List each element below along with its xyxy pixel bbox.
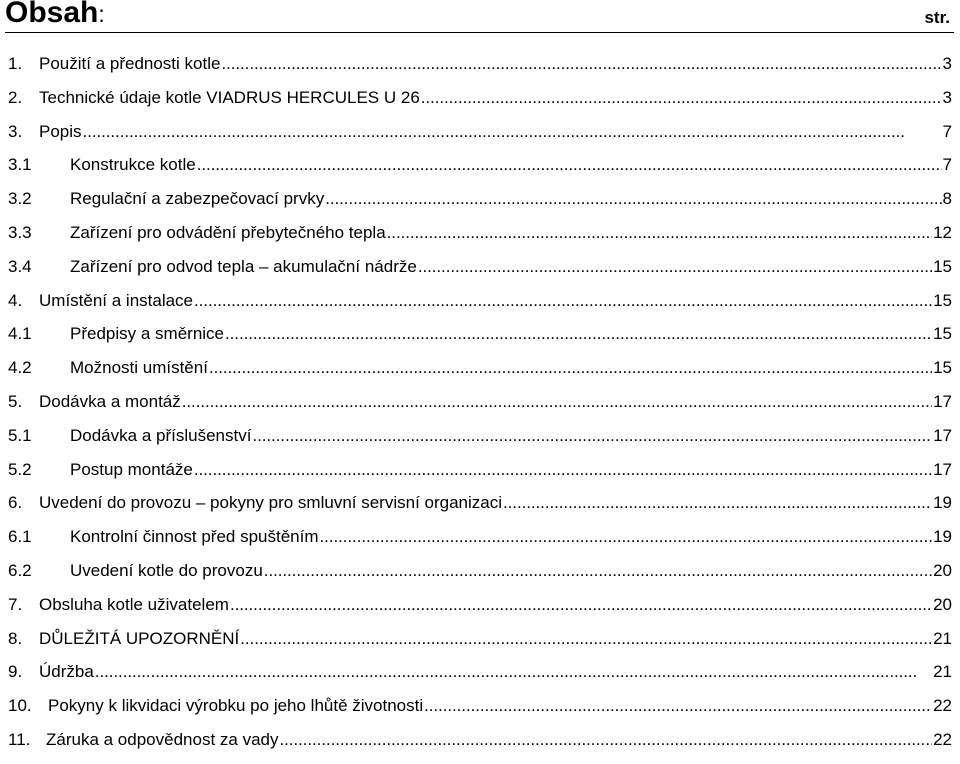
dot-leader [194,460,932,480]
toc-entry[interactable] [0,595,960,629]
dot-leader [230,595,932,615]
dot-leader [421,88,942,108]
toc-entry[interactable] [0,155,960,189]
toc-entry-page: 22 [933,729,952,749]
toc-entry-title: Uvedení do provozu – pokyny pro smluvní servisní organizaci [39,493,503,513]
dot-leader [209,358,932,378]
toc-entry[interactable] [0,291,960,325]
toc-entry-page: 17 [933,425,952,445]
toc-entry-page: 15 [933,290,952,310]
toc-entry-title: Zařízení pro odvádění přebytečného tepla [70,222,386,242]
toc-entry[interactable] [0,662,960,696]
toc-entry-title: Záruka a odpovědnost za vady [46,729,279,749]
toc-entry-title: Kontrolní činnost před spuštěním [70,527,319,547]
toc-entry[interactable] [0,629,960,663]
toc-entry-page: 3 [942,54,952,73]
toc-entry-page: 20 [933,560,952,580]
toc-entry[interactable] [0,730,960,764]
toc-entry-page: 15 [933,358,952,378]
table-of-contents [0,54,960,764]
toc-entry-number: 5.2 [8,459,32,479]
toc-entry-title: Regulační a zabezpečovací prvky [70,189,325,209]
dot-leader [197,155,942,175]
toc-entry-number: 5. [8,391,23,411]
toc-entry-title: Konstrukce kotle [70,155,196,175]
toc-entry-title: Popis [39,121,82,141]
toc-entry-number: 1. [8,54,23,73]
toc-entry-number: 7. [8,594,23,614]
toc-entry-title: Dodávka a příslušenství [70,425,252,445]
toc-entry-page: 17 [933,459,952,479]
toc-entry-title: Uvedení kotle do provozu [70,560,263,580]
dot-leader [279,730,932,750]
toc-entry-title: Umístění a instalace [39,290,194,310]
toc-entry[interactable] [0,527,960,561]
dot-leader [95,662,932,682]
page-column-label: str. [924,8,950,27]
dot-leader [320,527,933,547]
toc-entry-title: Technické údaje kotle VIADRUS HERCULES U 26 [39,87,420,107]
page-title: Obsah: [5,0,105,29]
toc-entry-number: 3. [8,121,23,141]
toc-entry-number: 3.1 [8,155,32,175]
toc-entry-page: 15 [933,324,952,344]
toc-entry[interactable] [0,223,960,257]
toc-header [5,0,954,33]
toc-entry-page: 7 [942,121,952,141]
dot-leader [240,629,932,649]
toc-entry-page: 21 [933,628,952,648]
toc-entry-number: 10. [8,696,32,716]
toc-entry-number: 2. [8,87,23,107]
dot-leader [264,561,932,581]
dot-leader [221,54,941,74]
toc-entry[interactable] [0,257,960,291]
toc-entry-number: 6. [8,493,23,513]
toc-entry-number: 8. [8,628,23,648]
toc-entry[interactable] [0,88,960,122]
toc-entry-number: 5.1 [8,425,32,445]
toc-entry-page: 19 [933,493,952,513]
toc-entry-title: Možnosti umístění [70,358,208,378]
toc-entry-page: 8 [942,189,952,209]
toc-entry-page: 20 [933,594,952,614]
dot-leader [503,493,932,513]
toc-entry-page: 7 [942,155,952,175]
toc-entry-number: 9. [8,662,23,682]
toc-entry-title: Použití a přednosti kotle [39,54,221,73]
dot-leader [252,426,932,446]
toc-entry-number: 4.1 [8,324,32,344]
toc-entry[interactable] [0,324,960,358]
toc-entry-number: 3.3 [8,222,32,242]
toc-entry-number: 4. [8,290,23,310]
toc-entry[interactable] [0,122,960,156]
toc-entry-page: 22 [933,696,952,716]
toc-entry[interactable] [0,460,960,494]
toc-entry-number: 11. [8,729,31,749]
toc-entry[interactable] [0,561,960,595]
dot-leader [83,122,942,142]
dot-leader [325,189,941,209]
toc-entry-title: Pokyny k likvidaci výrobku po jeho lhůtě životnosti [48,696,424,716]
dot-leader [225,324,932,344]
dot-leader [424,696,932,716]
toc-entry-title: Údržba [39,662,94,682]
toc-entry-title: DŮLEŽITÁ UPOZORNĚNÍ [39,628,240,648]
toc-entry[interactable] [0,426,960,460]
dot-leader [387,223,932,243]
toc-entry[interactable] [0,189,960,223]
dot-leader [418,257,932,277]
toc-entry-page: 19 [933,527,952,547]
toc-entry-page: 12 [933,222,952,242]
dot-leader [194,291,932,311]
toc-entry[interactable] [0,392,960,426]
toc-entry-title: Předpisy a směrnice [70,324,225,344]
toc-entry-number: 3.2 [8,189,32,209]
toc-entry[interactable] [0,493,960,527]
toc-entry-page: 17 [933,391,952,411]
toc-entry-title: Zařízení pro odvod tepla – akumulační nádrže [70,256,417,276]
toc-entry[interactable] [0,54,960,88]
toc-entry-page: 21 [933,662,952,682]
dot-leader [182,392,932,412]
toc-entry-page: 15 [933,256,952,276]
toc-entry-number: 4.2 [8,358,32,378]
toc-entry-number: 3.4 [8,256,32,276]
toc-entry[interactable] [0,358,960,392]
toc-entry-page: 3 [942,87,952,107]
toc-entry-number: 6.1 [8,527,32,547]
toc-entry[interactable] [0,696,960,730]
toc-entry-title: Obsluha kotle uživatelem [39,594,229,614]
toc-entry-title: Dodávka a montáž [39,391,181,411]
toc-entry-title: Postup montáže [70,459,193,479]
toc-entry-number: 6.2 [8,560,32,580]
